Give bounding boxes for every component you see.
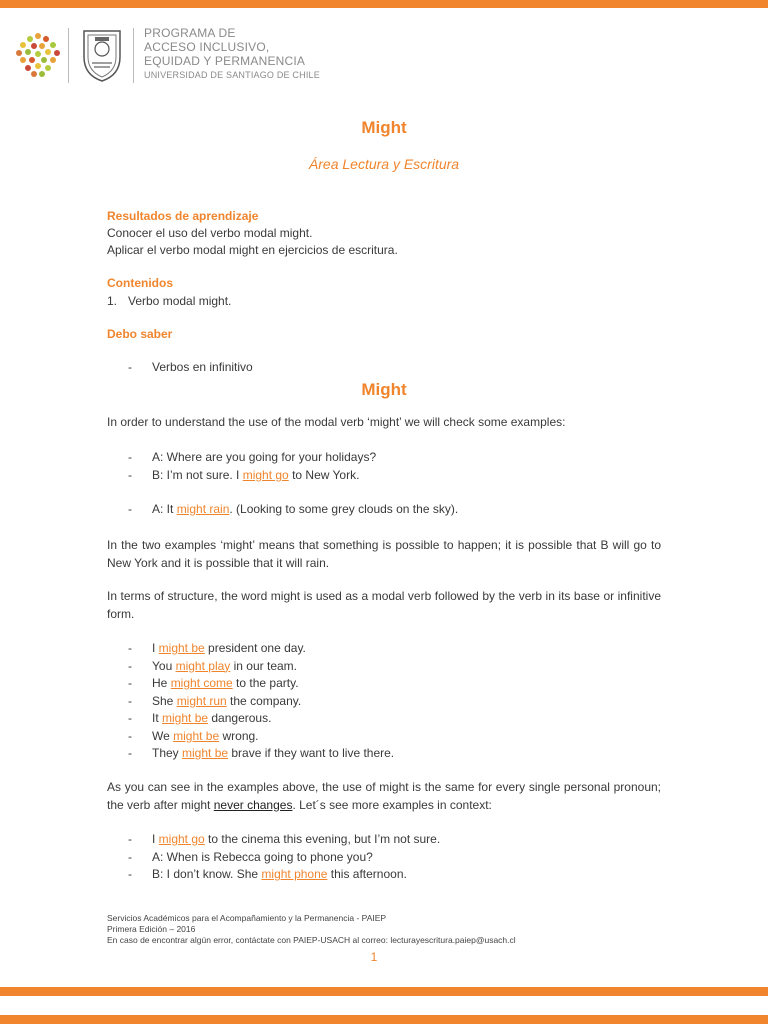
footer-line: Primera Edición – 2016: [107, 924, 196, 934]
footer-line: En caso de encontrar algún error, contáctate con PAIEP-USACH al correo: lecturayescritura.paiep@usach.cl: [107, 935, 516, 945]
outcomes-heading: Resultados de aprendizaje: [107, 209, 259, 223]
dash: -: [128, 450, 132, 464]
dash: -: [128, 502, 132, 516]
org-line: PROGRAMA DE: [144, 26, 236, 40]
dash: -: [128, 641, 132, 655]
text: I: [152, 641, 159, 655]
bottom-bar: [0, 987, 768, 996]
org-line: EQUIDAD Y PERMANENCIA: [144, 54, 306, 68]
contents-item: Verbo modal might.: [128, 294, 232, 308]
list-item-text: [152, 710, 271, 728]
text: the company.: [226, 693, 302, 708]
text: He: [152, 676, 171, 690]
text: B: I’m not sure. I: [152, 468, 243, 482]
highlight-phrase: might go: [242, 468, 289, 482]
org-line: UNIVERSIDAD DE SANTIAGO DE CHILE: [144, 70, 320, 80]
text: to the cinema this evening, but I’m not sure.: [204, 832, 441, 846]
text: dangerous.: [208, 711, 272, 725]
bottom-bar-2: [0, 1015, 768, 1024]
list-item-text: [152, 745, 394, 763]
divider: [68, 28, 69, 83]
list-item-text: [152, 501, 458, 519]
text: . (Looking to some grey clouds on the sky).: [229, 502, 459, 516]
text: in our team.: [230, 658, 297, 673]
dash: -: [128, 728, 132, 743]
paragraph: [107, 779, 661, 814]
list-item-text: [152, 658, 297, 676]
dash: -: [128, 360, 132, 374]
top-bar: [0, 0, 768, 8]
text: A: It: [152, 502, 177, 516]
dash: -: [128, 867, 132, 881]
list-item-text: [152, 831, 440, 849]
divider: [133, 28, 134, 83]
outcome-line: Aplicar el verbo modal might en ejercicios de escritura.: [107, 243, 398, 257]
list-item-text: [152, 640, 306, 658]
page-title: Might: [361, 118, 407, 137]
contents-heading: Contenidos: [107, 276, 173, 290]
dash: -: [128, 676, 132, 690]
paragraph: In terms of structure, the word might is used as a modal verb followed by the verb in its base or infinitive form.: [107, 589, 661, 621]
highlight-phrase: might be: [173, 728, 220, 743]
text: As you can see in the examples above, the use of might is the same for every single personal pronoun; the verb after might: [107, 780, 661, 812]
highlight-phrase: might play: [175, 658, 231, 673]
text: B: I don’t know. She: [152, 867, 262, 881]
list-item-text: [152, 866, 407, 884]
dash: -: [128, 832, 132, 846]
tree-logo: [14, 30, 62, 87]
text: We: [152, 728, 174, 743]
paragraph: In the two examples ‘might’ means that something is possible to happen; it is possible that B will go to New York and it is possible that it will rain.: [107, 538, 661, 570]
page-subtitle: Área Lectura y Escritura: [308, 156, 460, 172]
list-item-text: [152, 728, 259, 746]
text: wrong.: [219, 728, 259, 743]
text: They: [152, 746, 183, 760]
contents-number: 1.: [107, 294, 118, 308]
text: brave if they want to live there.: [228, 746, 395, 760]
highlight-phrase: might be: [162, 711, 209, 725]
university-seal-icon: [80, 27, 124, 88]
text: this afternoon.: [327, 867, 407, 881]
text: A: When is Rebecca going to phone you?: [152, 849, 373, 864]
dash: -: [128, 468, 132, 482]
text: . Let´s see more examples in context:: [292, 797, 492, 812]
list-item-text: A: Where are you going for your holidays?: [152, 450, 377, 464]
list-item-text: [152, 675, 299, 693]
text: president one day.: [204, 641, 306, 655]
text: I: [152, 832, 159, 846]
text: to New York.: [288, 468, 360, 482]
list-item-text: Verbos en infinitivo: [152, 360, 253, 374]
text: She: [152, 693, 177, 708]
org-name: [144, 26, 320, 82]
text: to the party.: [232, 676, 299, 690]
highlight-phrase: might be: [158, 641, 205, 655]
list-item-text: [152, 693, 301, 711]
must-know-heading: Debo saber: [107, 327, 173, 341]
highlight-phrase: might be: [182, 746, 229, 760]
text: You: [152, 658, 176, 673]
dash: -: [128, 658, 132, 673]
page-number: 1: [370, 950, 378, 964]
highlight-phrase: might run: [176, 693, 227, 708]
dash: -: [128, 711, 132, 725]
dash: -: [128, 693, 132, 708]
highlight-phrase: might come: [170, 676, 233, 690]
section-title: Might: [361, 380, 407, 399]
intro-paragraph: In order to understand the use of the modal verb ‘might’ we will check some examples:: [107, 415, 566, 429]
dash: -: [128, 849, 132, 864]
outcome-line: Conocer el uso del verbo modal might.: [107, 226, 313, 240]
highlight-phrase: might go: [158, 832, 205, 846]
list-item-text: [152, 849, 373, 867]
org-line: ACCESO INCLUSIVO,: [144, 40, 270, 54]
underlined-phrase: never changes: [213, 797, 293, 812]
dash: -: [128, 746, 132, 760]
list-item-text: [152, 467, 359, 485]
highlight-phrase: might phone: [261, 867, 328, 881]
highlight-phrase: might rain: [176, 502, 230, 516]
footer-line: Servicios Académicos para el Acompañamiento y la Permanencia - PAIEP: [107, 913, 387, 923]
text: It: [152, 711, 163, 725]
